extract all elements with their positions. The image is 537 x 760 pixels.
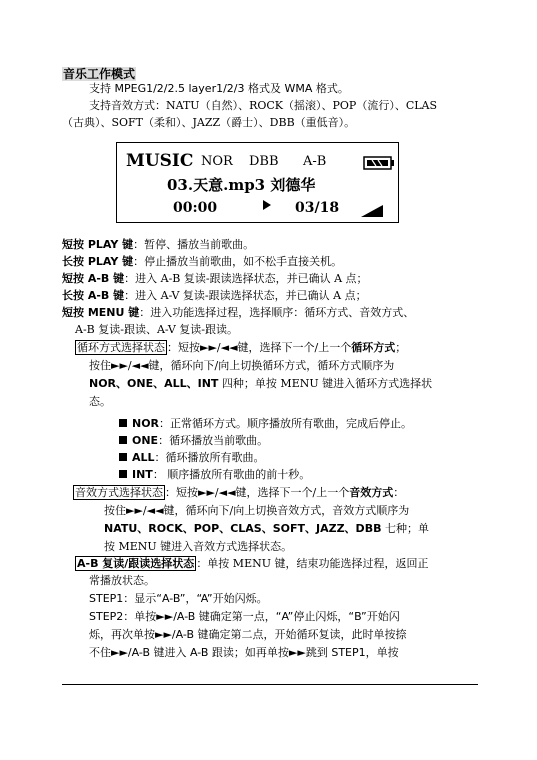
- intro-line-1: 支持 MPEG1/2/2.5 layer1/2/3 格式及 WMA 格式。: [89, 82, 349, 95]
- loop-item-all: ALL：循环播放所有歌曲。: [119, 449, 265, 466]
- key-short-play: 短按 PLAY 键：暂停、播放当前歌曲。: [62, 238, 255, 251]
- bullet-icon: [119, 453, 127, 461]
- lcd-mode: MUSIC: [126, 151, 194, 171]
- page-title: 音乐工作模式: [63, 67, 136, 81]
- eq-title: 音效方式选择状态: [75, 486, 163, 499]
- key-short-menu: 短按 MENU 键：进入功能选择过程，选择顺序：循环方式、音效方式、: [62, 306, 415, 319]
- key-short-ab: 短按 A-B 键：进入 A-B 复读-跟读选择状态，并已确认 A 点；: [62, 272, 368, 285]
- ab-line-2: 常播放状态。: [89, 574, 155, 587]
- loop-line-2: 按住►►/◄◄键，循环向下/向上切换循环方式，循环方式顺序为: [89, 359, 395, 372]
- play-icon: [263, 195, 271, 214]
- eq-line-3: NATU、ROCK、POP、CLAS、SOFT、JAZZ、DBB 七种；单: [104, 522, 429, 535]
- bullet-icon: [119, 470, 127, 478]
- bullet-icon: [119, 419, 127, 427]
- lcd-ab: A-B: [303, 154, 327, 169]
- footer-rule: [62, 684, 478, 685]
- loop-title: 循环方式选择状态: [77, 341, 165, 354]
- bullet-icon: [119, 436, 127, 444]
- ab-step2-line-3: 不住►►/A-B 键进入 A-B 跟读；如再单按►►跳到 STEP1，单按: [89, 646, 399, 659]
- key-short-menu-cont: A-B 复读-跟读、A-V 复读-跟读。: [75, 323, 238, 336]
- intro-line-3: （古典）、SOFT（柔和）、JAZZ（爵士）、DBB（重低音）。: [62, 116, 356, 129]
- lcd-eq: NOR: [201, 154, 233, 169]
- loop-line-1: 循环方式选择状态 ：短按►►/◄◄键，选择下一个/上一个循环方式；: [77, 341, 407, 354]
- eq-line-4: 按 MENU 键进入音效方式选择状态。: [104, 540, 293, 553]
- ab-title: A-B 复读/跟读选择状态: [77, 557, 195, 570]
- battery-icon: [363, 155, 395, 174]
- ab-line-1: A-B 复读/跟读选择状态 ：单按 MENU 键，结束功能选择过程，返回正: [77, 557, 429, 570]
- ab-step2-line-1: STEP2：单按►►/A-B 键确定第一点，“A”停止闪烁，“B”开始闪: [89, 610, 400, 623]
- intro-line-2: 支持音效方式：NATU（自然）、ROCK（摇滚）、POP（流行）、CLAS: [89, 99, 438, 112]
- loop-line-3: NOR、ONE、ALL、INT 四种；单按 MENU 键进入循环方式选择状: [89, 377, 433, 390]
- key-long-play: 长按 PLAY 键：停止播放当前歌曲，如不松手直接关机。: [62, 255, 343, 268]
- key-long-ab: 长按 A-B 键：进入 A-V 复读-跟读选择状态，并已确认 A 点；: [62, 289, 367, 302]
- lcd-track: 03.天意.mp3 刘德华: [167, 176, 316, 194]
- eq-line-1: 音效方式选择状态 ：短按►►/◄◄键，选择下一个/上一个音效方式：: [75, 486, 405, 499]
- lcd-time: 00:00: [173, 200, 218, 216]
- loop-line-4: 态。: [89, 395, 111, 408]
- lcd-count: 03/18: [295, 200, 340, 216]
- ab-step2-line-2: 烁，再次单按►►/A-B 键确定第二点，开始循环复读，此时单按捺: [89, 628, 407, 641]
- lcd-dbb: DBB: [249, 154, 279, 169]
- volume-icon: [361, 202, 383, 221]
- ab-step1: STEP1：显示“A-B”，“A”开始闪烁。: [89, 592, 268, 605]
- loop-item-one: ONE：循环播放当前歌曲。: [119, 432, 268, 449]
- lcd-display: [116, 142, 399, 223]
- loop-item-int: INT： 顺序播放所有歌曲的前十秒。: [119, 466, 310, 483]
- eq-line-2: 按住►►/◄◄键，循环向下/向上切换音效方式，音效方式顺序为: [104, 504, 410, 517]
- loop-item-nor: NOR：正常循环方式。顺序播放所有歌曲，完成后停止。: [119, 415, 412, 432]
